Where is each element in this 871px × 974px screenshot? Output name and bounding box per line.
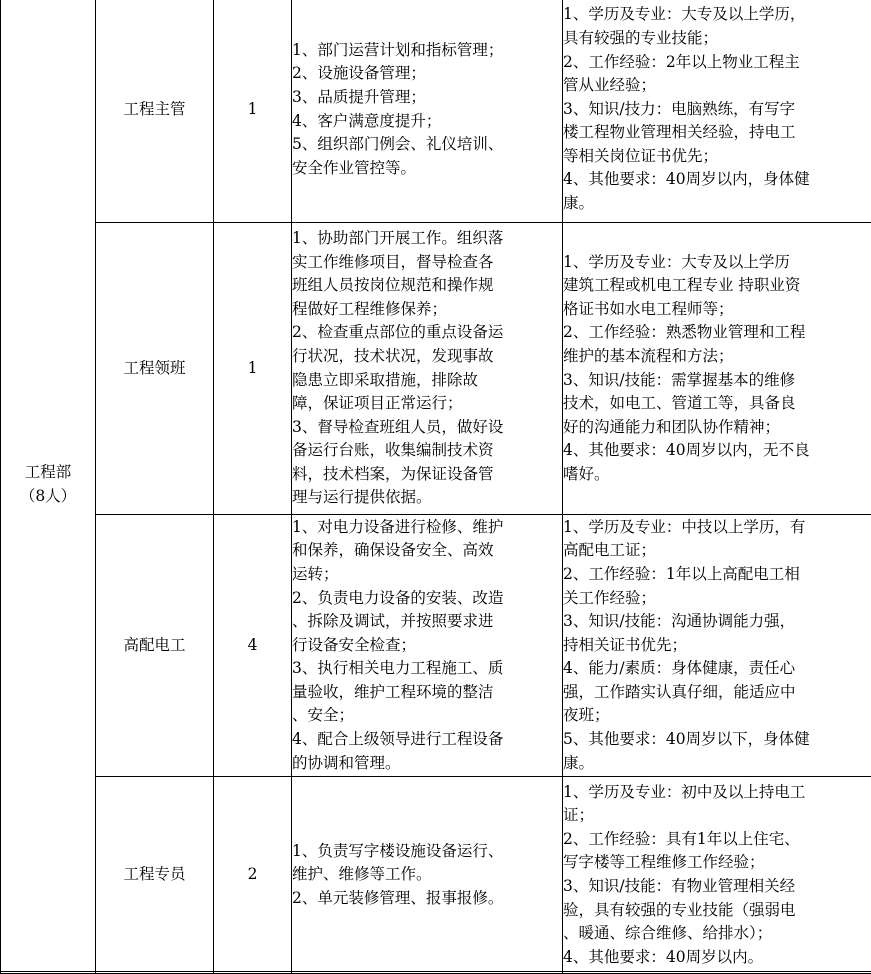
duty-line: 量验收，维护工程环境的整洁	[292, 681, 562, 705]
requirement-line: 2、工作经验：1年以上高配电工相	[563, 563, 871, 587]
requirement-line: 4、其他要求：40周岁以内，身体健	[563, 168, 871, 192]
duties-cell	[292, 515, 563, 777]
requirement-line: 康。	[563, 192, 871, 216]
table-row	[1, 515, 871, 777]
requirement-line: 、暖通、综合维修、给排水）；	[563, 922, 871, 946]
requirement-line: 4、其他要求：40周岁以内，无不良	[563, 439, 871, 463]
duty-line: 4、配合上级领导进行工程设备	[292, 728, 562, 752]
duty-line: 3、品质提升管理；	[292, 86, 562, 110]
requirement-line: 3、知识/技能：需掌握基本的维修	[563, 369, 871, 393]
requirement-line: 3、知识/技力：电脑熟练，有写字	[563, 98, 871, 122]
duty-line: 3、执行相关电力工程施工、质	[292, 657, 562, 681]
requirements-cell	[563, 777, 871, 974]
duty-line: 隐患立即采取措施，排除故	[292, 369, 562, 393]
requirement-line: 管从业经验；	[563, 74, 871, 98]
duty-line: 5、组织部门例会、礼仪培训、	[292, 133, 562, 157]
duty-line: 安全作业管控等。	[292, 157, 562, 181]
table-bottom-border	[0, 971, 871, 972]
duties-cell	[292, 777, 563, 974]
position-count: 1	[214, 223, 292, 515]
duty-line: 行设备安全检查；	[292, 634, 562, 658]
duty-line: 理与运行提供依据。	[292, 486, 562, 510]
requirement-line: 2、工作经验：2年以上物业工程主	[563, 51, 871, 75]
duty-line: 料，技术档案，为保证设备管	[292, 463, 562, 487]
position-count: 2	[214, 777, 292, 974]
duty-line: 2、检查重点部位的重点设备运	[292, 321, 562, 345]
requirement-line: 2、工作经验：具有1年以上住宅、	[563, 828, 871, 852]
requirement-line: 楼工程物业管理相关经验，持电工	[563, 121, 871, 145]
duties-cell	[292, 0, 563, 223]
requirement-line: 技术，如电工、管道工等，具备良	[563, 392, 871, 416]
position-count: 4	[214, 515, 292, 777]
duties-cell	[292, 223, 563, 515]
duty-line: 1、协助部门开展工作。组织落	[292, 227, 562, 251]
requirement-line: 高配电工证；	[563, 539, 871, 563]
position-title: 高配电工	[96, 515, 214, 777]
requirement-line: 建筑工程或机电工程专业 持职业资	[563, 274, 871, 298]
requirement-line: 夜班；	[563, 704, 871, 728]
duty-line: 程做好工程维修保养；	[292, 298, 562, 322]
duty-line: 、安全；	[292, 704, 562, 728]
department-cell	[1, 0, 96, 974]
duty-line: 1、部门运营计划和指标管理；	[292, 39, 562, 63]
duty-line: 3、督导检查班组人员，做好设	[292, 416, 562, 440]
requirement-line: 验，具有较强的专业技能（强弱电	[563, 899, 871, 923]
requirement-line: 持相关证书优先；	[563, 634, 871, 658]
requirement-line: 关工作经验；	[563, 587, 871, 611]
requirement-line: 嗜好。	[563, 463, 871, 487]
duty-line: 运转；	[292, 563, 562, 587]
duty-line: 4、客户满意度提升；	[292, 110, 562, 134]
duty-line: 2、负责电力设备的安装、改造	[292, 587, 562, 611]
requirement-line: 好的沟通能力和团队协作精神；	[563, 416, 871, 440]
requirement-line: 格证书如水电工程师等；	[563, 298, 871, 322]
duty-line: 维护、维修等工作。	[292, 863, 562, 887]
requirement-line: 写字楼等工程维修工作经验；	[563, 851, 871, 875]
requirements-cell	[563, 223, 871, 515]
duty-line: 行状况，技术状况，发现事故	[292, 345, 562, 369]
requirement-line: 2、工作经验：熟悉物业管理和工程	[563, 321, 871, 345]
table-row	[1, 0, 871, 223]
department-headcount: （8人）	[1, 485, 95, 509]
requirement-line: 5、其他要求：40周岁以下，身体健	[563, 728, 871, 752]
requirement-line: 证；	[563, 804, 871, 828]
requirement-line: 具有较强的专业技能；	[563, 27, 871, 51]
position-count: 1	[214, 0, 292, 223]
duty-line: 1、负责写字楼设施设备运行、	[292, 840, 562, 864]
table-row	[1, 223, 871, 515]
duty-line: 的协调和管理。	[292, 752, 562, 776]
duty-line: 2、单元装修管理、报事报修。	[292, 887, 562, 911]
department-name: 工程部	[1, 461, 95, 485]
position-title: 工程领班	[96, 223, 214, 515]
requirement-line: 3、知识/技能：有物业管理相关经	[563, 875, 871, 899]
requirement-line: 1、学历及专业：初中及以上持电工	[563, 781, 871, 805]
position-title: 工程专员	[96, 777, 214, 974]
requirement-line: 维护的基本流程和方法；	[563, 345, 871, 369]
requirement-line: 1、学历及专业：大专及以上学历	[563, 251, 871, 275]
requirement-line: 1、学历及专业：中技以上学历，有	[563, 516, 871, 540]
duty-line: 2、设施设备管理；	[292, 62, 562, 86]
requirement-line: 4、能力/素质：身体健康，责任心	[563, 657, 871, 681]
requirement-line: 3、知识/技能：沟通协调能力强，	[563, 610, 871, 634]
position-title: 工程主管	[96, 0, 214, 223]
duty-line: 备运行台账，收集编制技术资	[292, 439, 562, 463]
requirement-line: 强，工作踏实认真仔细，能适应中	[563, 681, 871, 705]
duty-line: 和保养，确保设备安全、高效	[292, 539, 562, 563]
duty-line: 、拆除及调试，并按照要求进	[292, 610, 562, 634]
duty-line: 1、对电力设备进行检修、维护	[292, 516, 562, 540]
requirement-line: 康。	[563, 752, 871, 776]
requirements-cell	[563, 0, 871, 223]
duty-line: 障，保证项目正常运行；	[292, 392, 562, 416]
table-row	[1, 777, 871, 974]
duty-line: 实工作维修项目，督导检查各	[292, 251, 562, 275]
requirement-line: 4、其他要求：40周岁以内。	[563, 946, 871, 970]
requirement-line: 等相关岗位证书优先；	[563, 145, 871, 169]
requirements-cell	[563, 515, 871, 777]
duty-line: 班组人员按岗位规范和操作规	[292, 274, 562, 298]
requirement-line: 1、学历及专业：大专及以上学历，	[563, 3, 871, 27]
